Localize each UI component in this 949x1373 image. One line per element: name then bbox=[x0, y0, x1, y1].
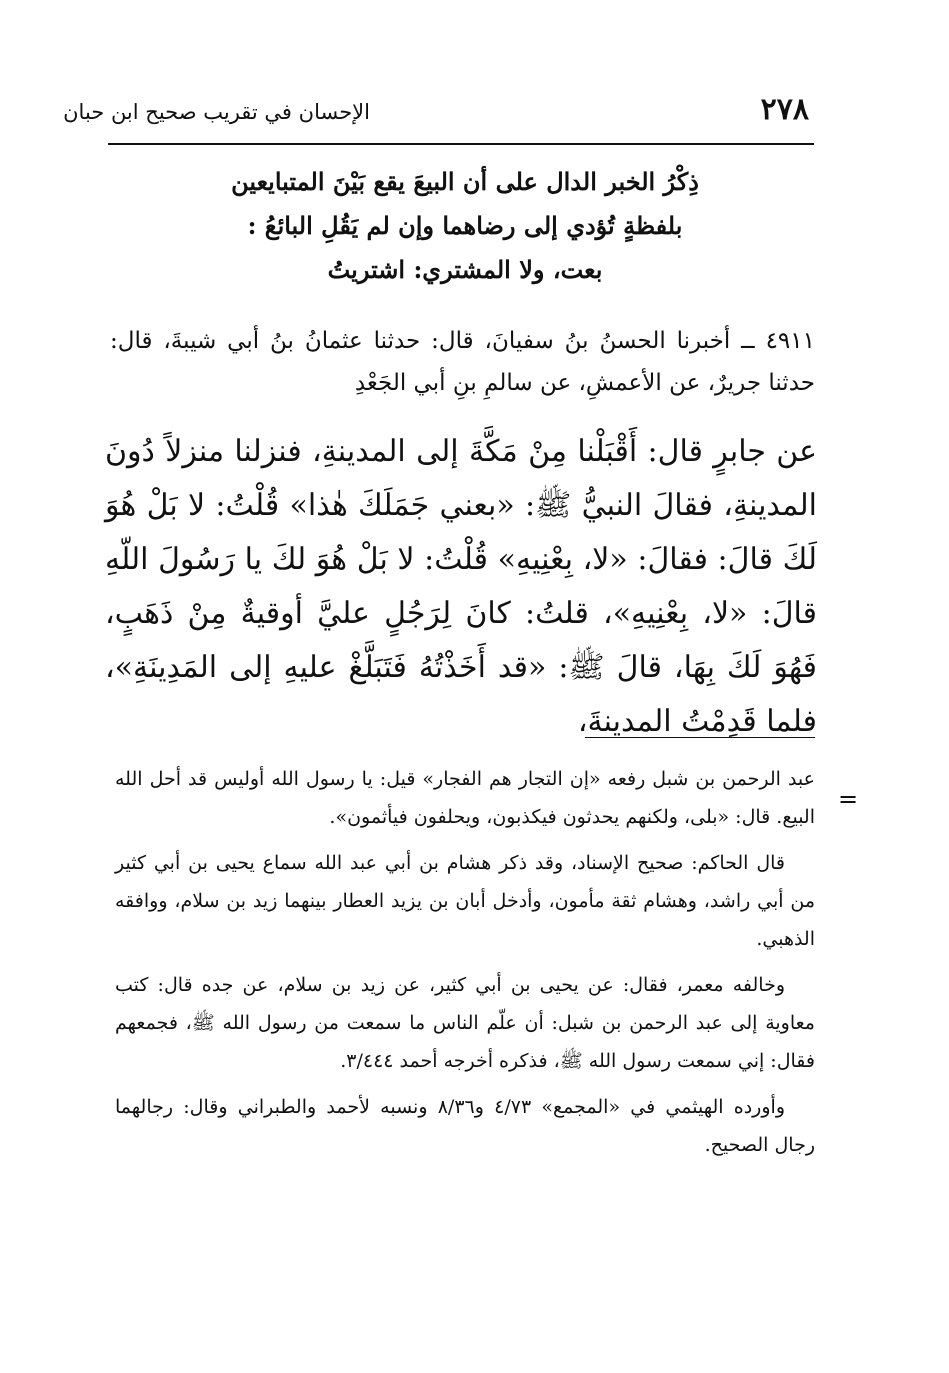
page-number: ٢٧٨ bbox=[760, 92, 809, 127]
footnote-continuation-mark: = bbox=[838, 785, 859, 813]
footnotes bbox=[115, 760, 815, 1172]
hadith-isnad: ٤٩١١ ــ أخبرنا الحسنُ بنُ سفيانَ، قال: حدثنا عثمانُ بنُ أبي شيبةَ، قال: حدثنا جريرٌ، عن الأعمشِ، عن سالمِ بنِ أبي الجَعْدِ bbox=[110, 328, 815, 396]
chapter-heading-line-1: ذِكْرُ الخبر الدال على أن البيعَ يقع بَيْنَ المتبايعين bbox=[231, 167, 699, 196]
footnote-paragraph: قال الحاكم: صحيح الإسناد، وقد ذكر هشام بن أبي عبد الله سماع يحيى بن أبي كثير من أبي راشد، وهشام ثقة مأمون، وأدخل أبان بن يزيد العطار بينهما زيد بن سلام، ووافقه الذهبي. bbox=[115, 852, 815, 950]
chapter-heading-line-3: بعت، ولا المشتري: اشتريتُ bbox=[327, 255, 603, 284]
chapter-heading bbox=[120, 160, 810, 292]
chapter-heading-line-2: بلفظةٍ تُؤدي إلى رضاهما وإن لم يَقُلِ البائعُ : bbox=[247, 211, 683, 240]
running-head-book-title: الإحسان في تقريب صحيح ابن حبان bbox=[63, 100, 370, 124]
header-divider bbox=[108, 143, 814, 145]
footnote-paragraph: عبد الرحمن بن شبل رفعه «إن التجار هم الفجار» قيل: يا رسول الله أوليس قد أحل الله البيع. قال: «بلى، ولكنهم يحدثون فيكذبون، ويحلفون فيأثمون». bbox=[115, 768, 815, 828]
footnote-divider bbox=[585, 737, 815, 738]
footnote-paragraph: وخالفه معمر، فقال: عن يحيى بن أبي كثير، عن زيد بن سلام، عن جده قال: كتب معاوية إلى عبد الرحمن بن شبل: أن علّم الناس ما سمعت من رسول الله ﷺ، فجمعهم فقال: إني سمعت رسول الله ﷺ، فذكره أخرجه أحمد ٣/٤٤٤. bbox=[115, 974, 815, 1072]
hadith-matn: عن جابرٍ قال: أَقْبَلْنا مِنْ مَكَّةَ إلى المدينةِ، فنزلنا منزلاً دُونَ المدينةِ، فقالَ النبيُّ ﷺ: «بعني جَمَلَكَ هٰذا» قُلْتُ: لا بَلْ هُوَ لَكَ قالَ: فقالَ: «لا، بِعْنِيهِ» قُلْتُ: لا بَلْ هُوَ لكَ يا رَسُولَ اللّهِ قالَ: «لا، بِعْنِيهِ»، قلتُ: كانَ لِرَجُلٍ عليَّ أوقيةٌ مِنْ ذَهَبٍ، فَهُوَ لَكَ بِهَا، قالَ ﷺ: «قد أَخَذْتُهُ فَتَبَلَّغْ عليهِ إلى المَدِينَةِ»، فلما قَدِمْتُ المدينةَ، bbox=[105, 434, 817, 739]
footnote-paragraph: وأورده الهيثمي في «المجمع» ٤/٧٣ و٨/٣٦ ونسبه لأحمد والطبراني وقال: رجالهما رجال الصحيح. bbox=[115, 1096, 815, 1156]
